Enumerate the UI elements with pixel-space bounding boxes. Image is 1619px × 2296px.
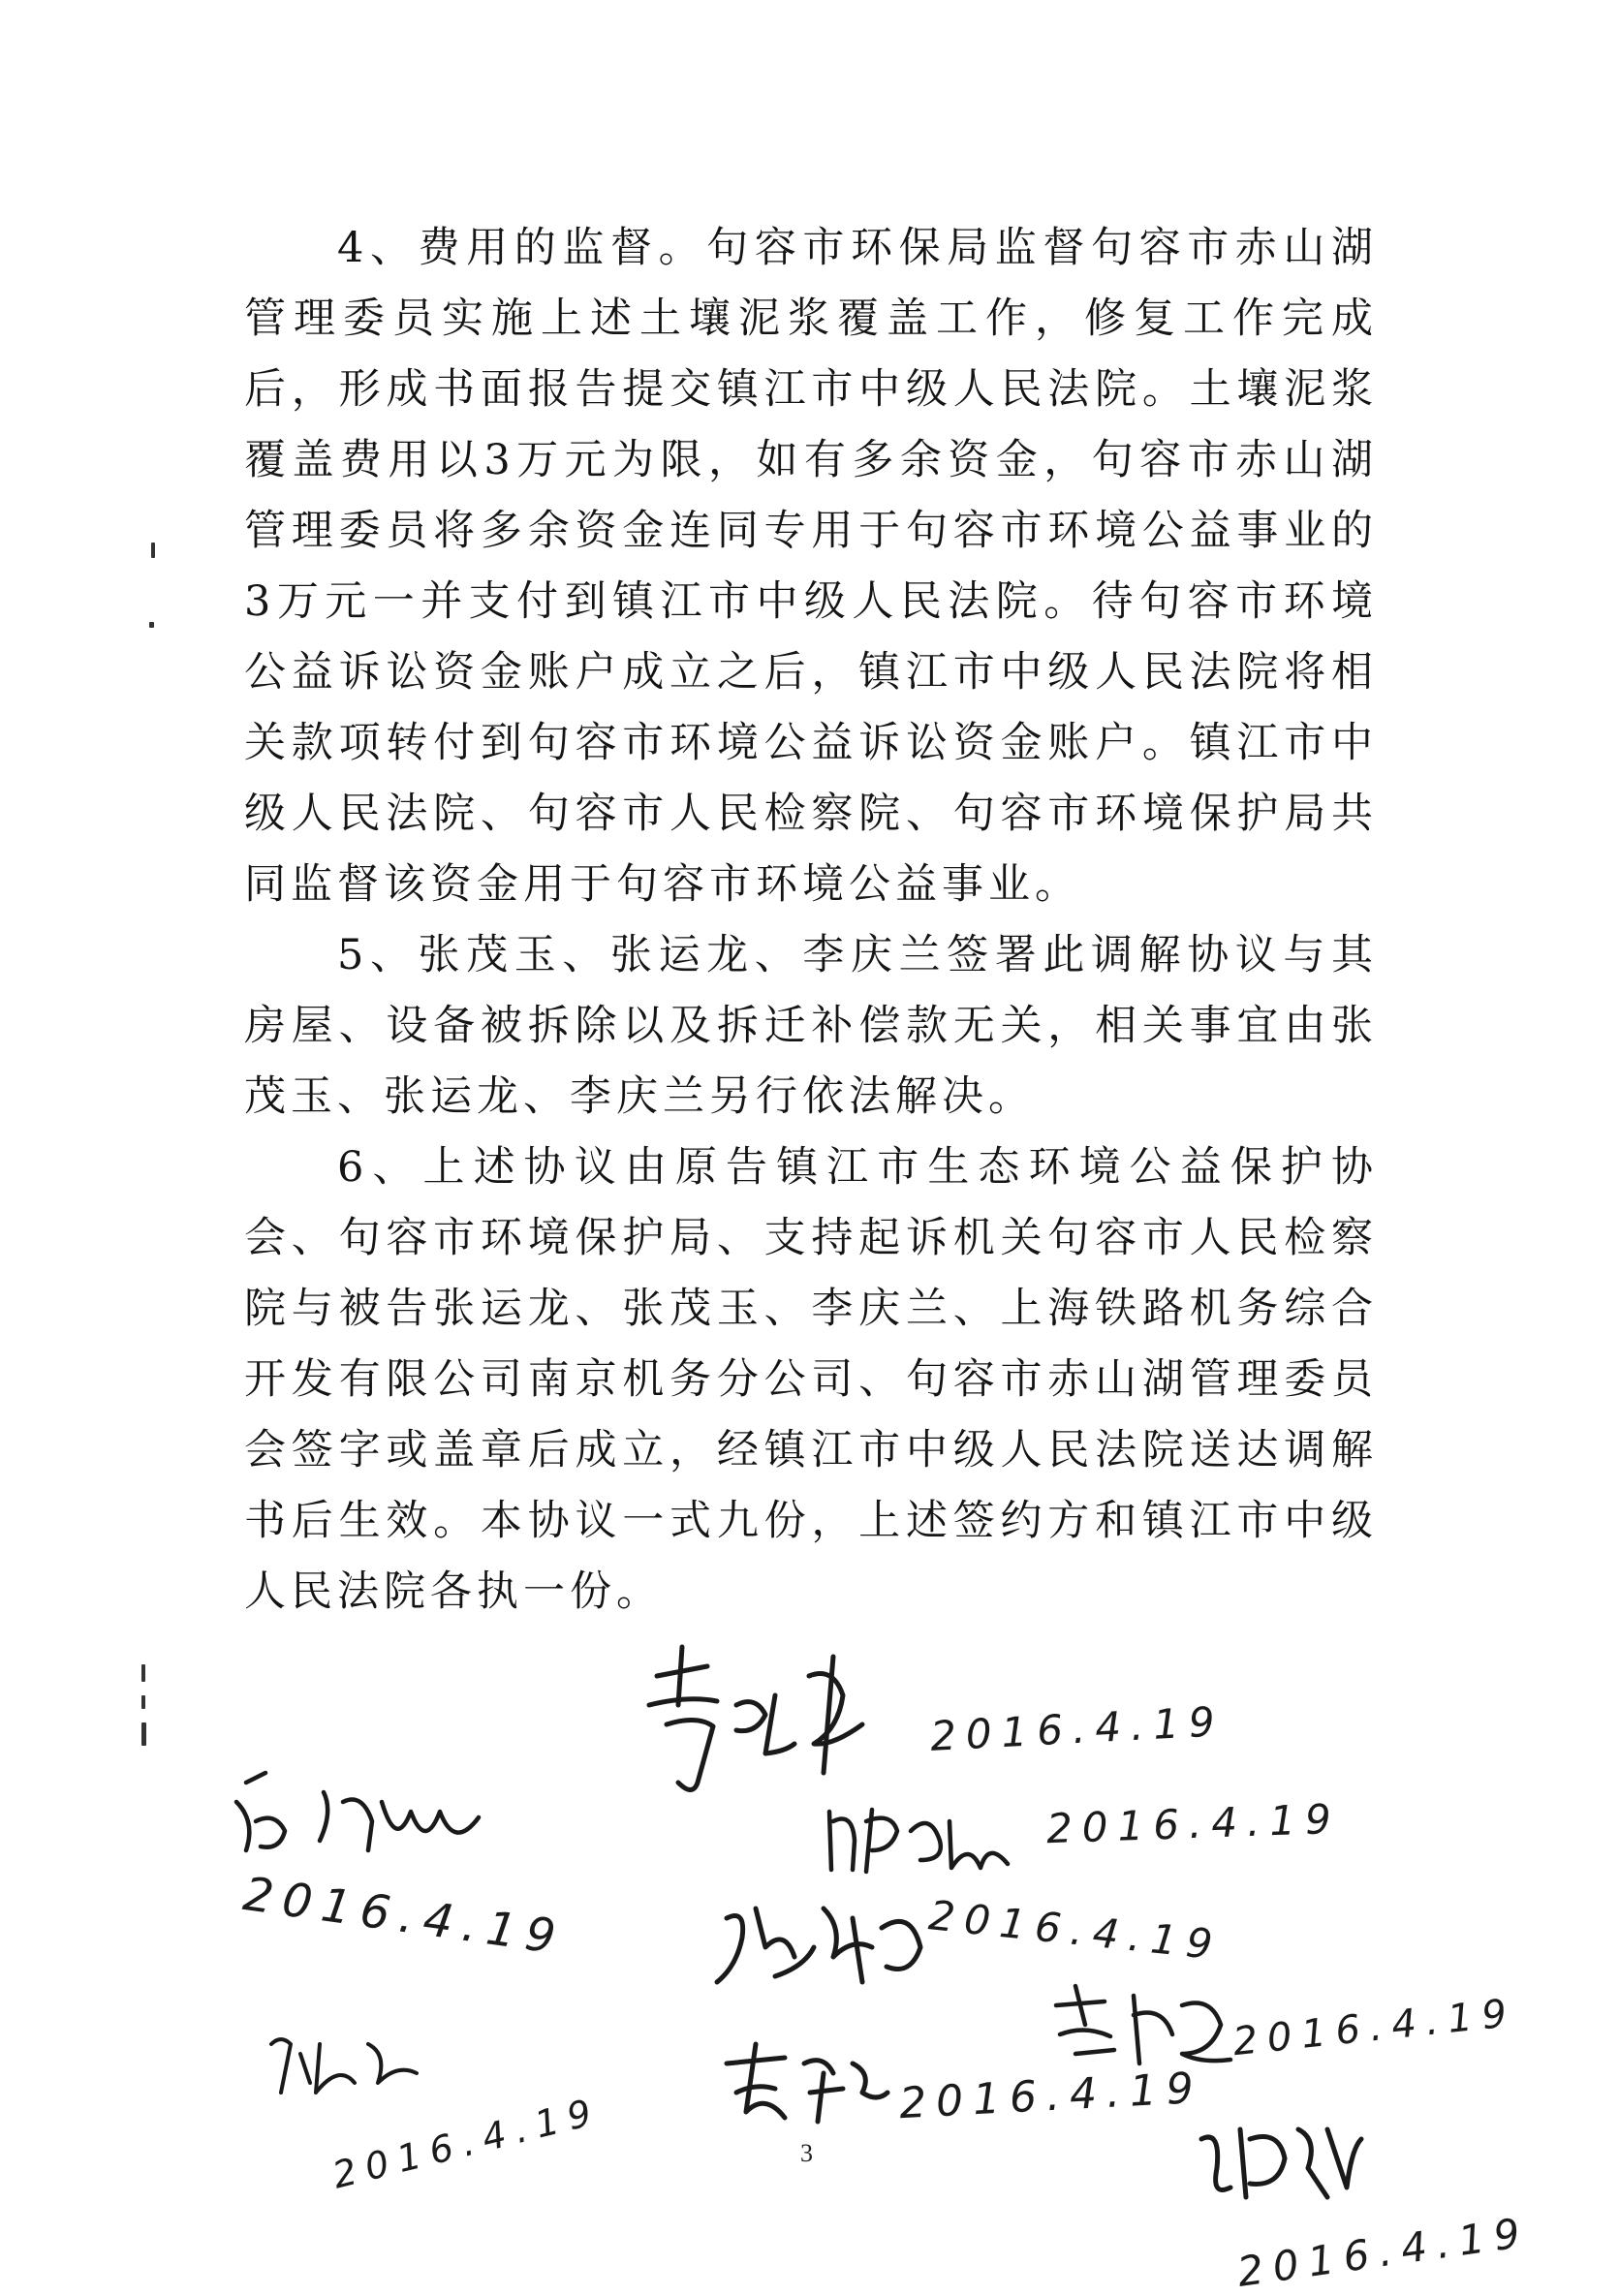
signature-date: 2016.4.19	[926, 1891, 1225, 1970]
handwritten-signature	[824, 1792, 1017, 1879]
handwritten-signature	[639, 1637, 882, 1812]
signature-date: 2016.4.19	[1045, 1794, 1342, 1853]
page-number: 3	[800, 2139, 813, 2167]
handwritten-signature	[707, 1889, 950, 1996]
handwritten-signature	[717, 2034, 891, 2131]
handwritten-signature	[262, 2025, 426, 2102]
handwritten-signature	[1192, 2110, 1366, 2217]
clause-5-paragraph: 5、张茂玉、张运龙、李庆兰签署此调解协议与其房屋、设备被拆除以及拆迁补偿款无关，相关事宜由张茂玉、张运龙、李庆兰另行依法解决。	[244, 931, 1378, 1121]
signature-date: 2016.4.19	[928, 1697, 1226, 1760]
signature-date: 2016.4.19	[239, 1867, 569, 1966]
clause-6-paragraph: 6、上述协议由原告镇江市生态环境公益保护协会、句容市环境保护局、支持起诉机关句容市人民检察院与被告张运龙、张茂玉、李庆兰、上海铁路机务综合开发有限公司南京机务分公司、句容市赤山湖管理委员会签字或盖章后成立，经镇江市中级人民法院送达调解书后生效。本协议一式九份，上述签约方和镇江市中级人民法院各执一份。	[244, 1143, 1378, 1616]
signature-date: 2016.4.19	[897, 2063, 1205, 2129]
signature-date: 2016.4.19	[327, 2089, 606, 2197]
handwritten-signature	[227, 1763, 517, 1870]
signature-date: 2016.4.19	[1230, 1990, 1519, 2065]
handwritten-signature	[1046, 1976, 1240, 2073]
signature-date: 2016.4.19	[1234, 2208, 1533, 2296]
clause-4-paragraph: 4、费用的监督。句容市环保局监督句容市赤山湖管理委员实施上述土壤泥浆覆盖工作，修复工作完成后，形成书面报告提交镇江市中级人民法院。土壤泥浆覆盖费用以3万元为限，如有多余资金，句容市赤山湖管理委员将多余资金连同专用于句容市环境公益事业的3万元一并支付到镇江市中级人民法院。待句容市环境公益诉讼资金账户成立之后，镇江市中级人民法院将相关款项转付到句容市环境公益诉讼资金账户。镇江市中级人民法院、句容市人民检察院、句容市环境保护局共同监督该资金用于句容市环境公益事业。	[244, 224, 1378, 909]
